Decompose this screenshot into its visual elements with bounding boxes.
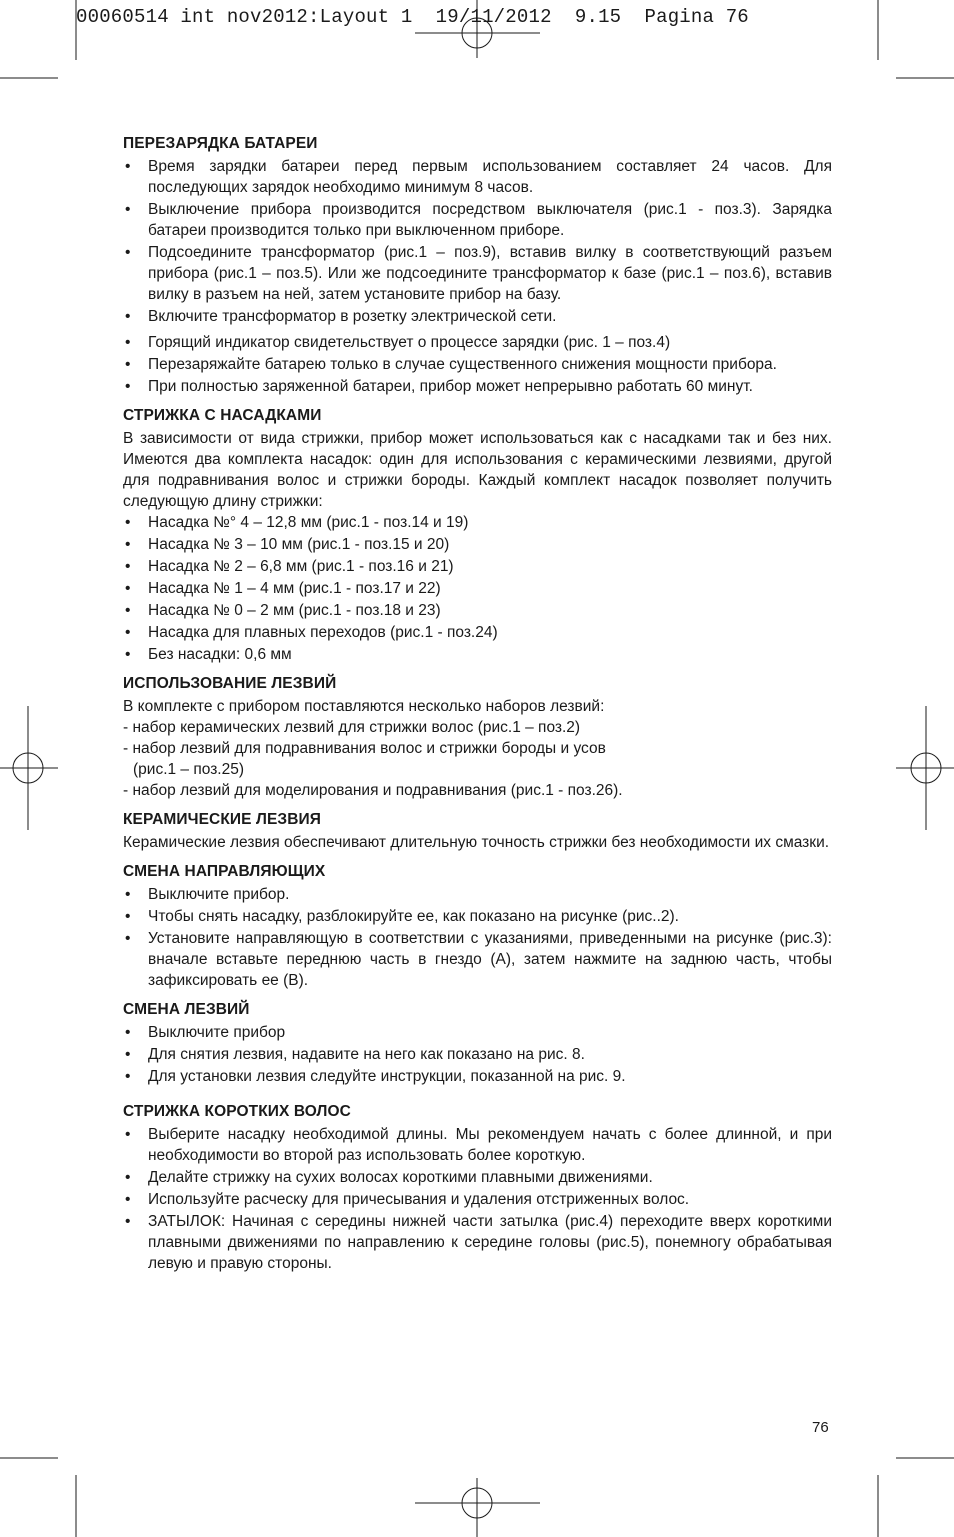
list-item: • Насадка для плавных переходов (рис.1 - поз.24) <box>123 622 832 643</box>
bullet-list <box>123 1124 832 1274</box>
list-item: • Насадка №° 4 – 12,8 мм (рис.1 - поз.14 и 19) <box>123 512 832 533</box>
paragraph: В зависимости от вида стрижки, прибор может использоваться как с насадками так и без них. Имеются два комплекта насадок: один для использования с керамическими лезвиями, другой для подравнивания волос и стрижки бороды. Каждый комплект насадок позволяет получить следующую длину стрижки: <box>123 430 832 510</box>
list-item: • Установите направляющую в соответствии с указаниями, приведенными на рисунке (рис.3): вначале вставьте переднюю часть в гнездо (А), затем нажмите на заднюю часть, чтобы зафиксировать ее (В). <box>123 928 832 991</box>
bullet-list <box>123 1022 832 1087</box>
list-item: • Для установки лезвия следуйте инструкции, показанной на рис. 9. <box>123 1066 832 1087</box>
list-item: • Подсоедините трансформатор (рис.1 – поз.9), вставив вилку в соответствующий разъем прибора (рис.1 – поз.5). Или же подсоедините трансформатор к базе (рис.1 – поз.6), вставив вилку в разъем на ней, затем установите прибор на базу. <box>123 242 832 305</box>
list-item: • Насадка № 2 – 6,8 мм (рис.1 - поз.16 и 21) <box>123 556 832 577</box>
list-item: • Время зарядки батареи перед первым использованием составляет 24 часов. Для последующих зарядок необходимо минимум 8 часов. <box>123 156 832 198</box>
list-item: • Делайте стрижку на сухих волосах короткими плавными движениями. <box>123 1167 832 1188</box>
print-slug: 00060514 int nov2012:Layout 1 19/11/2012 9.15 Pagina 76 <box>76 6 749 28</box>
section-ceramic-blades <box>123 810 832 853</box>
page-number: 76 <box>812 1419 829 1436</box>
list-item: • Перезаряжайте батарею только в случае существенного снижения мощности прибора. <box>123 354 832 375</box>
text-line: - набор лезвий для подравнивания волос и стрижки бороды и усов <box>123 740 606 757</box>
section-title: ИСПОЛЬЗОВАНИЕ ЛЕЗВИЙ <box>123 675 337 692</box>
list-item: • Выберите насадку необходимой длины. Мы рекомендуем начать с более длинной, и при необходимости во второй раз использовать более короткую. <box>123 1124 832 1166</box>
section-short-hair-cutting <box>123 1102 832 1274</box>
list-item: • Для снятия лезвия, надавите на него как показано на рис. 8. <box>123 1044 832 1065</box>
section-changing-guides <box>123 862 832 991</box>
section-using-blades <box>123 674 832 801</box>
list-item: • Чтобы снять насадку, разблокируйте ее, как показано на рисунке (рис..2). <box>123 906 832 927</box>
bullet-list <box>123 512 832 665</box>
text-line: В комплекте с прибором поставляются несколько наборов лезвий: <box>123 698 605 715</box>
section-battery-charging <box>123 134 832 397</box>
section-title: СМЕНА ЛЕЗВИЙ <box>123 1001 250 1018</box>
section-title: СМЕНА НАПРАВЛЯЮЩИХ <box>123 863 326 880</box>
section-title: ПЕРЕЗАРЯДКА БАТАРЕИ <box>123 135 318 152</box>
paragraph: Керамические лезвия обеспечивают длительную точность стрижки без необходимости их смазки. <box>123 834 830 851</box>
bullet-list <box>123 156 832 397</box>
bullet-list <box>123 884 832 991</box>
list-item: • Используйте расческу для причесывания и удаления отстриженных волос. <box>123 1189 832 1210</box>
text-line: (рис.1 – поз.25) <box>133 761 245 778</box>
list-item: • Выключение прибора производится посредством выключателя (рис.1 - поз.3). Зарядка батареи производится только при выключенном приборе. <box>123 199 832 241</box>
list-item: • Насадка № 0 – 2 мм (рис.1 - поз.18 и 23) <box>123 600 832 621</box>
list-item: • Выключите прибор <box>123 1022 832 1043</box>
section-changing-blades <box>123 1000 832 1087</box>
text-line: - набор керамических лезвий для стрижки волос (рис.1 – поз.2) <box>123 719 581 736</box>
list-item: • Насадка № 3 – 10 мм (рис.1 - поз.15 и 20) <box>123 534 832 555</box>
list-item: • ЗАТЫЛОК: Начиная с середины нижней части затылка (рис.4) переходите вверх короткими плавными движениями по направлению к середине головы (рис.5), понемногу обрабатывая левую и правую стороны. <box>123 1211 832 1274</box>
document-body <box>123 134 832 1283</box>
text-line: - набор лезвий для моделирования и подравнивания (рис.1 - поз.26). <box>123 782 623 799</box>
list-item: • При полностью заряженной батареи, прибор может непрерывно работать 60 минут. <box>123 376 832 397</box>
section-title: СТРИЖКА С НАСАДКАМИ <box>123 407 322 424</box>
list-item: • Выключите прибор. <box>123 884 832 905</box>
section-cutting-with-combs <box>123 406 832 665</box>
list-item: • Включите трансформатор в розетку электрической сети. <box>123 306 832 327</box>
list-item: • Без насадки: 0,6 мм <box>123 644 832 665</box>
list-item: • Насадка № 1 – 4 мм (рис.1 - поз.17 и 22) <box>123 578 832 599</box>
section-title: СТРИЖКА КОРОТКИХ ВОЛОС <box>123 1103 351 1120</box>
section-title: КЕРАМИЧЕСКИЕ ЛЕЗВИЯ <box>123 811 321 828</box>
list-item: • Горящий индикатор свидетельствует о процессе зарядки (рис. 1 – поз.4) <box>123 332 832 353</box>
